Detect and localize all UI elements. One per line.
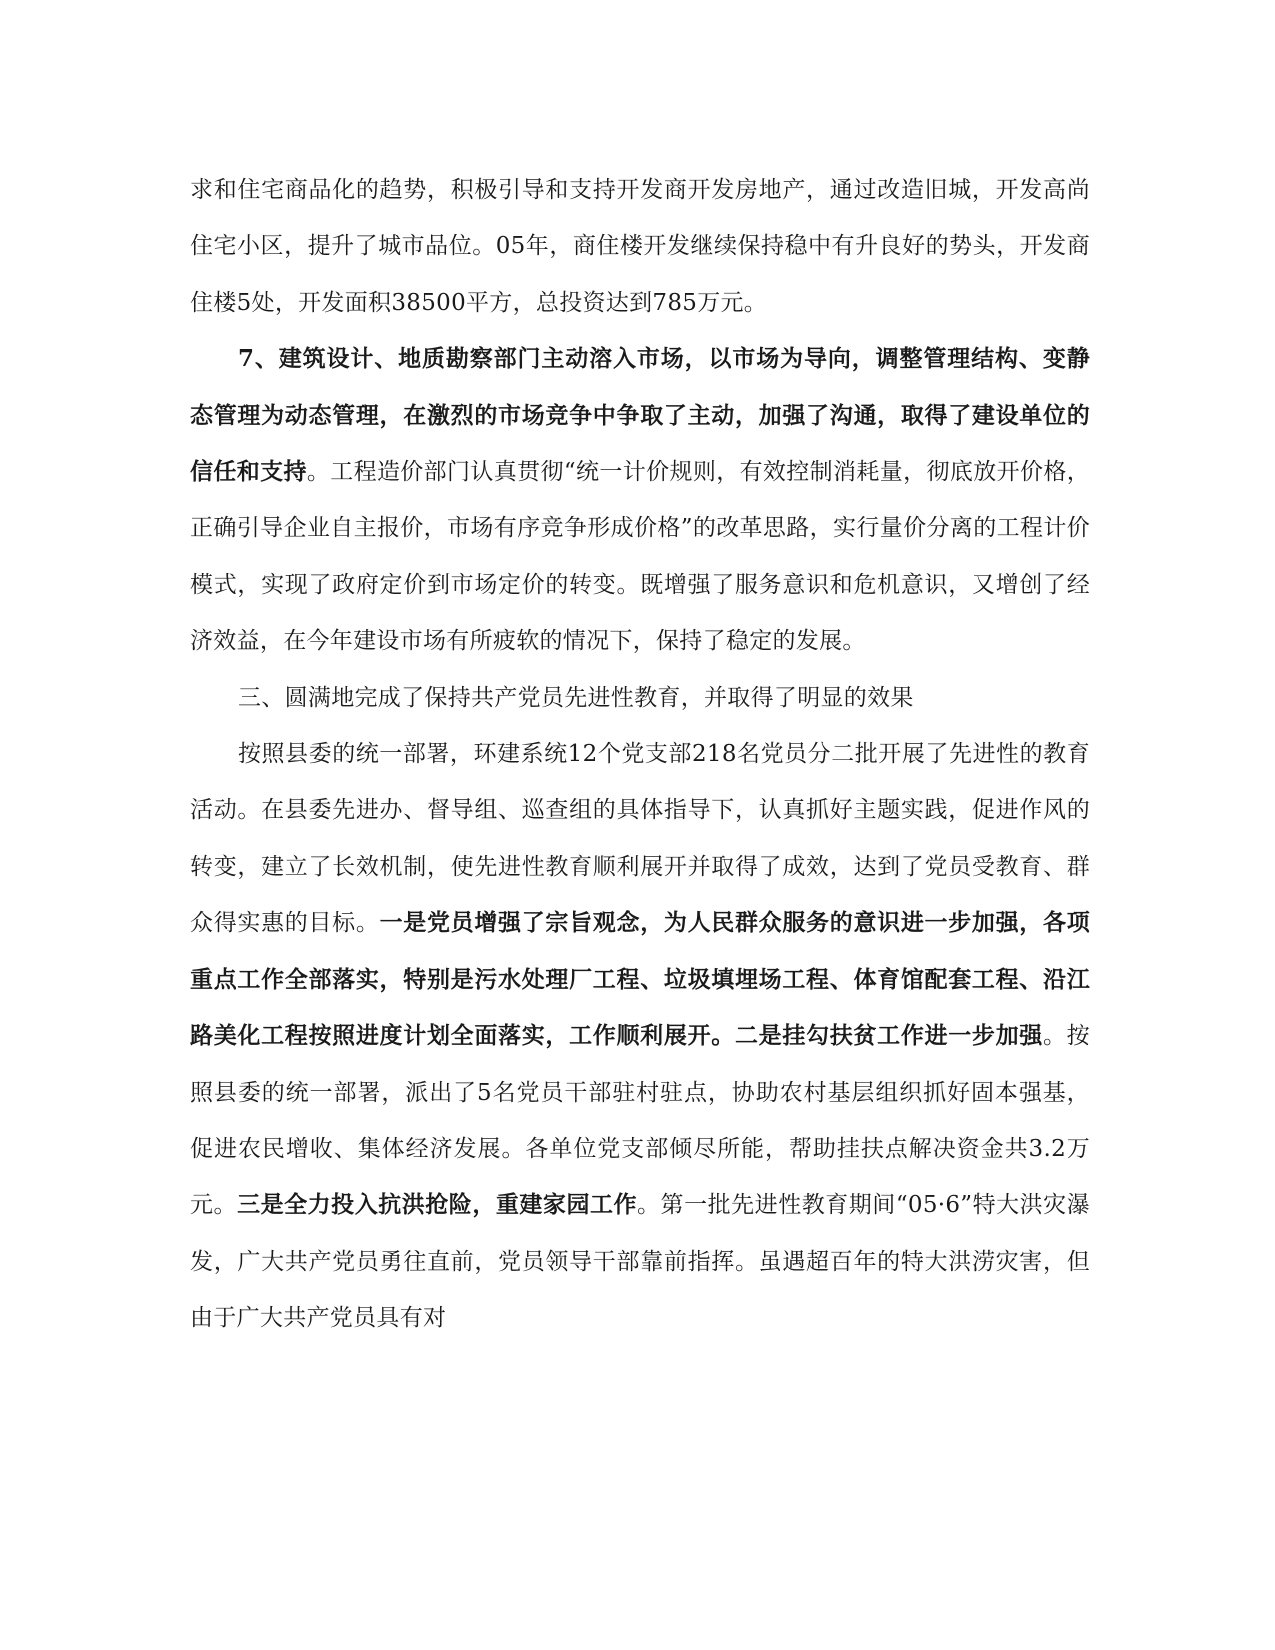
text-run: 。第一批先进性教育期间“05·6”特大洪灾瀑发，广大共产党员勇往直前，党员领导干部靠前指挥。虽遇超百年的特大洪涝灾害，但由于广大共产党员具有对 (190, 1192, 1090, 1332)
text-run: 求和住宅商品化的趋势，积极引导和支持开发商开发房地产，通过改造旧城，开发高尚住宅小区，提升了城市品位。05年，商住楼开发继续保持稳中有升良好的势头，开发商住楼5处，开发面积38500平方，总投资达到785万元。 (190, 177, 1090, 316)
text-run: 。工程造价部门认真贯彻“统一计价规则，有效控制消耗量，彻底放开价格，正确引导企业自主报价，市场有序竞争形成价格”的改革思路，实行量价分离的工程计价模式，实现了政府定价到市场定价的转变。既增强了服务意识和危机意识，又增创了经济效益，在今年建设市场有所疲软的情况下，保持了稳定的发展。 (190, 459, 1090, 655)
text-run: 三、圆满地完成了保持共产党员先进性教育，并取得了明显的效果 (238, 684, 914, 711)
paragraph-housing (190, 162, 1090, 331)
text-run-bold: 7、建筑设计、地质勘察部门主动溶入市场，以市场为导向，调整管理结构、变静态管理为动态管理，在激烈的市场竞争中争取了主动，加强了沟通，取得了建设单位的信任和支持 (190, 345, 1090, 486)
section-heading-three (190, 670, 1090, 726)
paragraph-design-survey (190, 331, 1090, 669)
text-run: 。按照县委的统一部署，派出了5名党员干部驻村驻点，协助农村基层组织抓好固本强基，促进农民增收、集体经济发展。各单位党支部倾尽所能，帮助挂扶点解决资金共3.2万元。 (190, 1023, 1090, 1219)
text-run: 按照县委的统一部署，环建系统12个党支部218名党员分二批开展了先进性的教育活动。在县委先进办、督导组、巡查组的具体指导下，认真抓好主题实践，促进作风的转变，建立了长效机制，使先进性教育顺利展开并取得了成效，达到了党员受教育、群众得实惠的目标。 (190, 741, 1090, 937)
paragraph-party-education (190, 726, 1090, 1346)
text-run-bold: 一是党员增强了宗旨观念，为人民群众服务的意识进一步加强，各项重点工作全部落实，特别是污水处理厂工程、垃圾填埋场工程、体育馆配套工程、沿江路美化工程按照进度计划全面落实，工作顺利展开。二是挂勾扶贫工作进一步加强 (190, 909, 1091, 1050)
document-body (190, 162, 1090, 1347)
text-run-bold: 三是全力投入抗洪抢险，重建家园工作 (237, 1191, 638, 1219)
